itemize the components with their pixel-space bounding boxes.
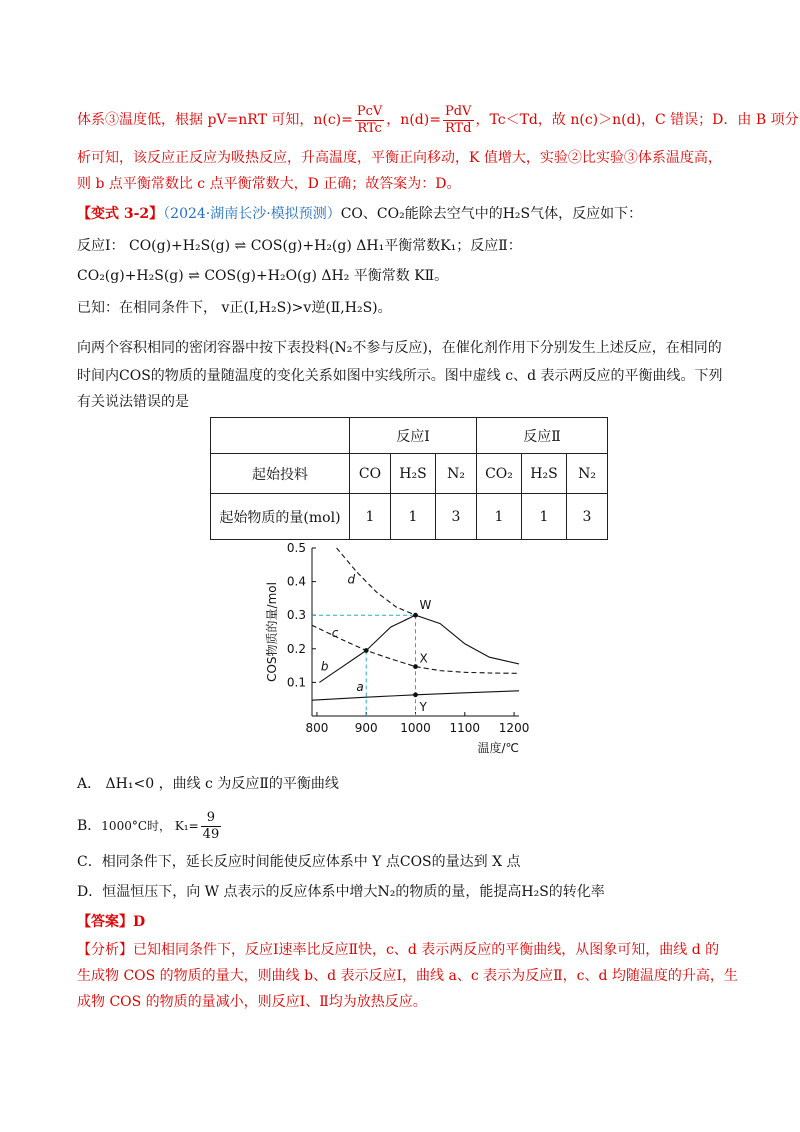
option-b-condition: 1000°C时， K₁= <box>101 819 199 834</box>
table-cell: 3 <box>436 494 477 540</box>
row-label-feed: 起始投料 <box>211 454 350 494</box>
variant-tag: 【变式 3-2】 <box>77 206 164 222</box>
fraction-d <box>443 104 474 136</box>
reaction-2: CO₂(g)+H₂S(g) ⇌ COS(g)+H₂O(g) ΔH₂ 平衡常数 KⅡ。 <box>77 268 449 284</box>
analysis-line-1: 【分析】已知相同条件下，反应Ⅰ速率比反应Ⅱ快，c、d 表示两反应的平衡曲线，从图象可知，曲线 d 的 <box>77 942 720 958</box>
point-x <box>413 664 418 669</box>
table-cell: 1 <box>350 494 391 540</box>
table-cell: 1 <box>477 494 522 540</box>
option-b-label: B． <box>77 818 102 835</box>
question-para-2: 时间内COS的物质的量随温度的变化关系如图中实线所示。图中虚线 c、d 表示两反应的平衡曲线。下列 <box>77 368 723 384</box>
solution-line-1 <box>77 104 799 136</box>
option-b-fraction <box>201 810 222 842</box>
point-label-w: W <box>419 598 432 613</box>
y-tick-label: 0.1 <box>286 675 306 690</box>
curve-b <box>319 615 519 682</box>
reaction-1: 反应Ⅰ： CO(g)+H₂S(g) ⇌ COS(g)+H₂(g) ΔH₁平衡常数K₁；反应Ⅱ： <box>77 238 522 254</box>
source-label: （2024·湖南长沙·模拟预测） <box>163 206 341 222</box>
table-cell: CO₂ <box>477 454 522 494</box>
feed-table <box>210 417 608 540</box>
text: 体系③温度低，根据 pV=nRT 可知，n(c)= <box>77 112 353 129</box>
cos-temperature-chart <box>262 538 542 760</box>
y-tick-label: 0.4 <box>286 574 306 589</box>
question-para-1: 向两个容积相同的密闭容器中按下表投料(N₂不参与反应)，在催化剂作用下分别发生上述反应，在相同的 <box>77 340 722 356</box>
frac-denominator: RTd <box>444 120 472 136</box>
option-b <box>77 810 223 842</box>
x-tick-label: 800 <box>305 721 329 735</box>
table-corner <box>211 418 350 454</box>
table-cell: N₂ <box>436 454 477 494</box>
y-tick-label: 0.2 <box>286 641 306 656</box>
x-tick-label: 1200 <box>498 721 530 735</box>
table-cell: 1 <box>522 494 567 540</box>
table-cell: H₂S <box>522 454 567 494</box>
curve-label-b: b <box>320 659 329 674</box>
x-tick-label: 1100 <box>449 721 481 735</box>
text: ，Tc＜Td，故 n(c)＞n(d)，C 错误；D．由 B 项分 <box>475 112 799 129</box>
point-label-x: X <box>419 651 428 666</box>
analysis-line-3: 成物 COS 的物质的量减小，则反应Ⅰ、Ⅱ均为放热反应。 <box>77 994 427 1010</box>
option-c: C．相同条件下，延长反应时间能使反应体系中 Y 点COS的量达到 X 点 <box>77 854 521 870</box>
y-tick-label: 0.5 <box>286 541 306 555</box>
solution-line-3: 则 b 点平衡常数比 c 点平衡常数大，D 正确；故答案为：D。 <box>77 176 461 192</box>
frac-denominator: 49 <box>202 826 220 842</box>
frac-numerator: PdV <box>443 104 474 121</box>
frac-denominator: RTc <box>357 120 382 136</box>
table-header-reaction-1: 反应Ⅰ <box>350 418 477 454</box>
answer-label: 【答案】D <box>77 914 146 930</box>
table-cell: H₂S <box>391 454 436 494</box>
y-tick-label: 0.3 <box>286 608 306 623</box>
question-para-3: 有关说法错误的是 <box>77 394 189 410</box>
table-header-reaction-2: 反应Ⅱ <box>477 418 608 454</box>
x-axis-label: 温度/℃ <box>477 741 519 755</box>
table-cell: CO <box>350 454 391 494</box>
y-axis-label: COS物质的量/mol <box>265 582 279 682</box>
curve-label-d: d <box>347 572 356 587</box>
point-w <box>413 613 418 618</box>
point-label-y: Y <box>419 699 427 714</box>
option-d: D．恒温恒压下，向 W 点表示的反应体系中增大N₂的物质的量，能提高H₂S的转化率 <box>77 884 605 900</box>
table-cell: 1 <box>391 494 436 540</box>
question-header <box>77 206 642 223</box>
solution-line-2: 析可知，该反应正反应为吸热反应，升高温度，平衡正向移动，K 值增大，实验②比实验③体系温度高， <box>77 150 722 166</box>
intro-text: CO、CO₂能除去空气中的H₂S气体，反应如下： <box>340 206 643 222</box>
x-tick-label: 1000 <box>400 721 431 735</box>
text: ，n(d)= <box>386 112 441 129</box>
option-a: A． ΔH₁<0 ，曲线 c 为反应Ⅱ的平衡曲线 <box>77 776 339 792</box>
curve-label-c: c <box>331 626 339 641</box>
table-cell: N₂ <box>567 454 608 494</box>
fraction-c <box>355 104 384 136</box>
frac-numerator: 9 <box>201 810 222 827</box>
table-cell: 3 <box>567 494 608 540</box>
point-intersection <box>364 648 369 653</box>
curve-label-a: a <box>356 679 364 694</box>
point-y <box>413 692 418 697</box>
analysis-line-2: 生成物 COS 的物质的量大，则曲线 b、d 表示反应Ⅰ，曲线 a、c 表示为反应Ⅱ，c、d 均随温度的升高，生 <box>77 968 738 984</box>
known-condition: 已知：在相同条件下， v正(Ⅰ,H₂S)>v逆(Ⅱ,H₂S)。 <box>77 300 392 316</box>
x-tick-label: 900 <box>354 721 378 735</box>
row-label-amount: 起始物质的量(mol) <box>211 494 350 540</box>
frac-numerator: PcV <box>356 104 383 119</box>
